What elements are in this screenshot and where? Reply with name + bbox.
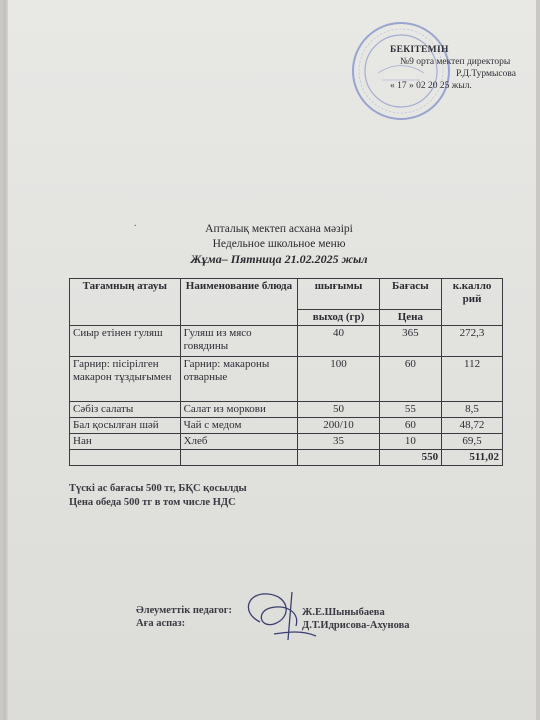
role-social-pedagogue: Әлеуметтік педагог:: [136, 605, 233, 616]
paper-edge-shadow: [4, 0, 8, 720]
approval-date: « 17 » 02 20 25 жыл.: [390, 81, 472, 91]
dish-ru: Хлеб: [180, 434, 298, 450]
price-notes: [69, 482, 247, 510]
dish-ru: Гуляш из мясо говядины: [180, 326, 298, 357]
name-head-cook: Д.Т.Идрисова-Ахунова: [302, 620, 410, 631]
table-row: [70, 402, 503, 418]
dish-ru: Чай с медом: [180, 418, 298, 434]
header-output-kz: шығымы: [298, 279, 379, 310]
total-empty-cell: [180, 450, 298, 466]
signature-names: [302, 606, 410, 632]
signature-roles: [136, 604, 232, 630]
menu-heading: [134, 222, 424, 267]
dish-ru: Салат из моркови: [180, 402, 298, 418]
dish-calories: 272,3: [442, 326, 503, 357]
table-header-row: [70, 279, 503, 310]
approval-block: [390, 44, 540, 92]
price-note-kz: Түскі ас бағасы 500 тг, БҚС қосылды: [69, 483, 247, 494]
approval-title: БЕКІТЕМІН: [390, 45, 449, 55]
heading-date: Жұма– Пятница 21.02.2025 жыл: [190, 252, 368, 266]
table-row: [70, 357, 503, 402]
dish-calories: 69,5: [442, 434, 503, 450]
dish-output: 35: [298, 434, 379, 450]
name-social-pedagogue: Ж.Е.Шыныбаева: [302, 607, 385, 618]
header-price-ru: Цена: [379, 310, 441, 326]
dish-output: 50: [298, 402, 379, 418]
dish-kz: Сәбіз салаты: [70, 402, 181, 418]
dish-output: 100: [298, 357, 379, 402]
dish-output: 200/10: [298, 418, 379, 434]
price-note-ru: Цена обеда 500 тг в том числе НДС: [69, 497, 236, 508]
stray-mark: .: [134, 218, 137, 229]
dish-kz: Нан: [70, 434, 181, 450]
table-row: [70, 418, 503, 434]
role-head-cook: Аға аспаз:: [136, 618, 186, 629]
total-empty-cell: [298, 450, 379, 466]
table-row: [70, 434, 503, 450]
dish-kz: Сиыр етінен гуляш: [70, 326, 181, 357]
dish-price: 55: [379, 402, 441, 418]
approval-director-name: Р.Д.Турмысова: [456, 69, 516, 79]
dish-price: 10: [379, 434, 441, 450]
heading-kz: Апталық мектеп асхана мәзірі: [205, 223, 353, 235]
table-total-row: [70, 450, 503, 466]
header-dish-ru: Наименование блюда: [180, 279, 298, 326]
total-empty-cell: [70, 450, 181, 466]
dish-ru: Гарнир: макароны отварные: [180, 357, 298, 402]
menu-table: [69, 278, 503, 466]
dish-calories: 48,72: [442, 418, 503, 434]
header-output-ru: выход (гр): [298, 310, 379, 326]
dish-kz: Гарнир: пісірілген макарон тұздығымен: [70, 357, 181, 402]
table-row: [70, 326, 503, 357]
dish-calories: 8,5: [442, 402, 503, 418]
heading-ru: Недельное школьное меню: [212, 238, 346, 250]
dish-price: 365: [379, 326, 441, 357]
header-dish-kz: Тағамның атауы: [70, 279, 181, 326]
total-price: 550: [379, 450, 441, 466]
total-calories: 511,02: [442, 450, 503, 466]
header-calories: к.калло рий: [442, 279, 503, 326]
document-page: [4, 0, 536, 720]
dish-price: 60: [379, 357, 441, 402]
dish-output: 40: [298, 326, 379, 357]
dish-kz: Бал қосылған шәй: [70, 418, 181, 434]
header-price-kz: Бағасы: [379, 279, 441, 310]
dish-calories: 112: [442, 357, 503, 402]
dish-price: 60: [379, 418, 441, 434]
approval-position: №9 орта мектеп директоры: [400, 57, 511, 67]
